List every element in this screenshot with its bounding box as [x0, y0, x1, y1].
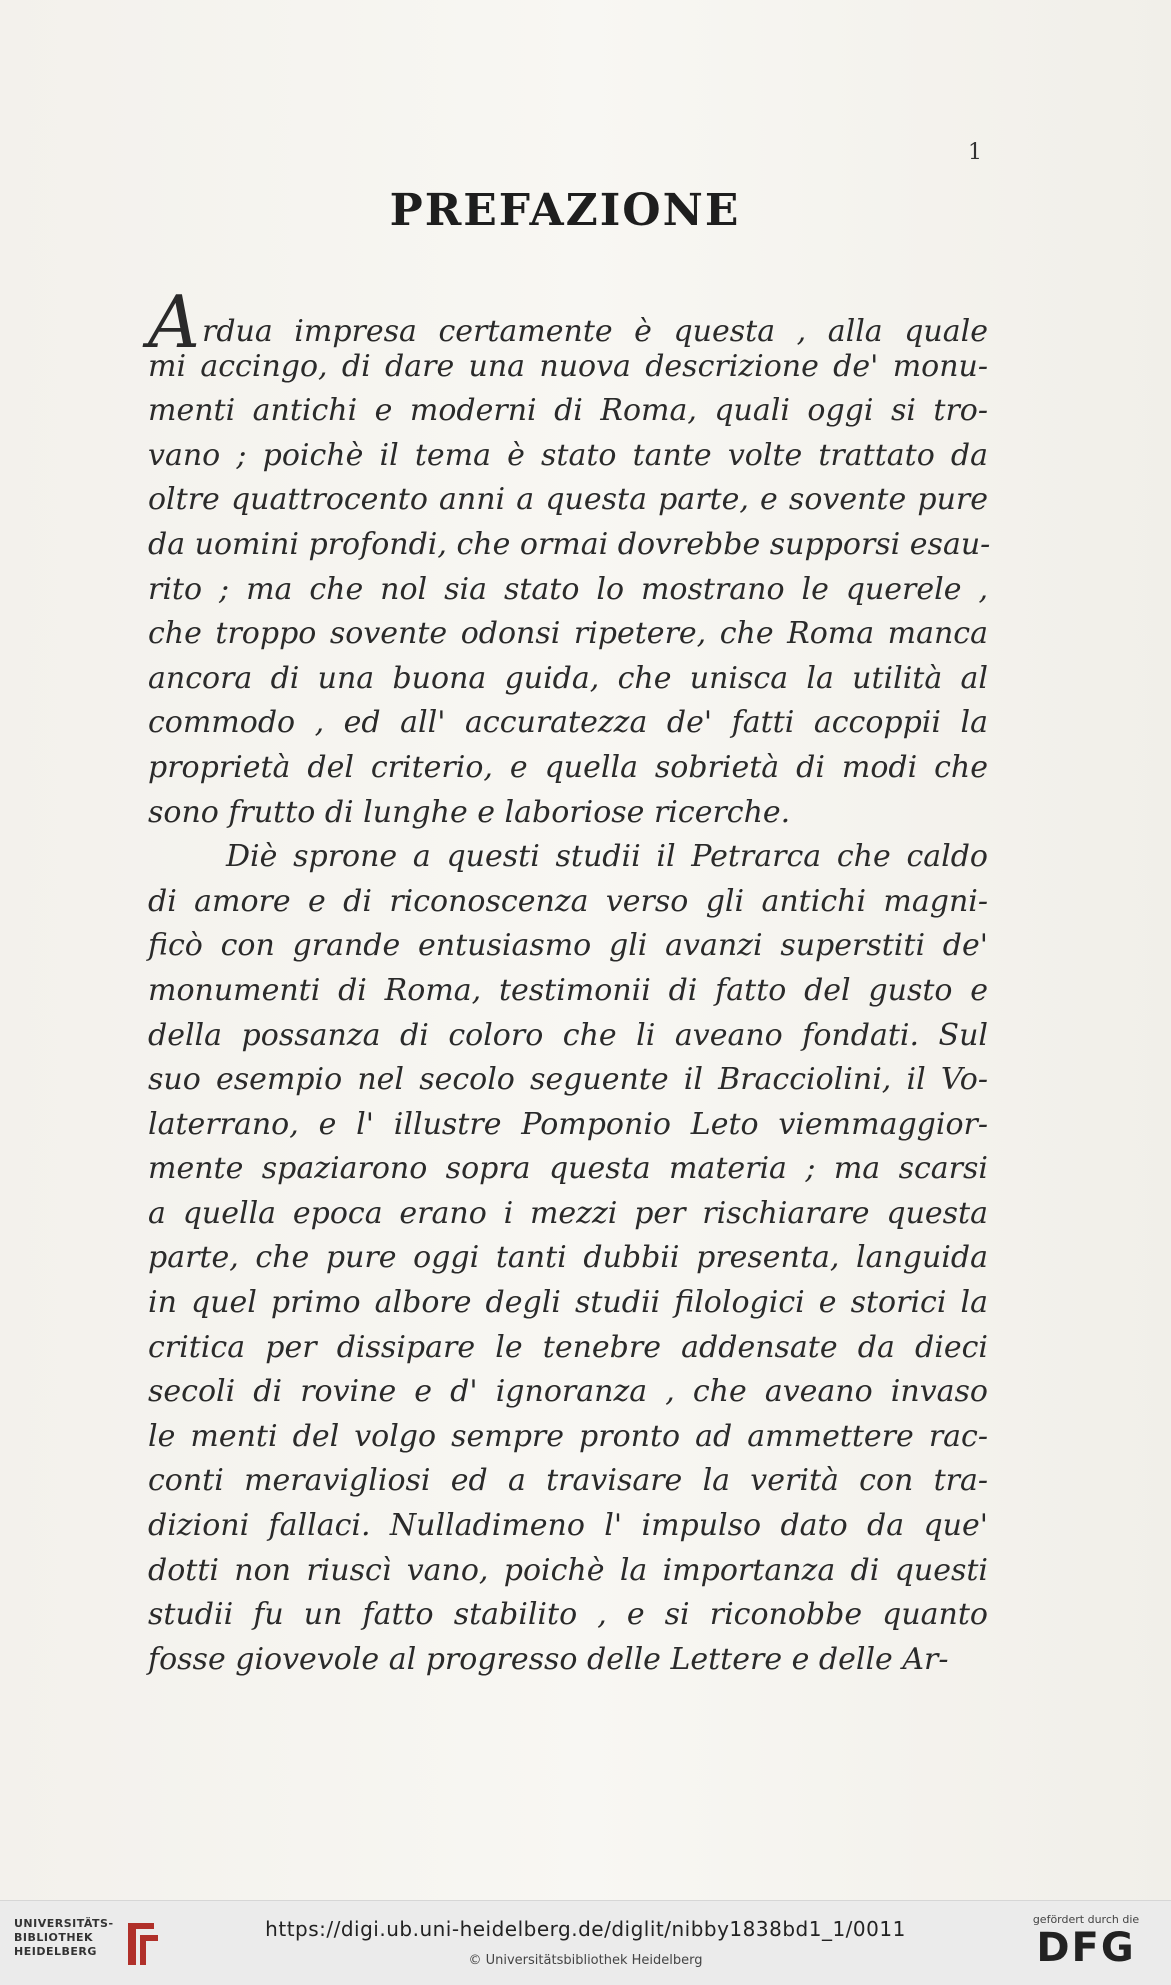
text-line: [148, 1459, 988, 1504]
text-line-content: critica per dissipare le tenebre addensate da dieci: [148, 1329, 988, 1365]
text-line: [148, 1014, 988, 1059]
text-line-content: vano ; poichè il tema è stato tante volte trattato da: [148, 437, 988, 473]
text-line-content: le menti del volgo sempre pronto ad ammettere rac-: [148, 1418, 988, 1454]
funder-logo-text: DFG: [1036, 1925, 1136, 1971]
text-line-content: in quel primo albore degli studii filologici e storici la: [148, 1285, 988, 1321]
text-line: [148, 1370, 988, 1415]
text-line-content: Diè sprone a questi studii il Petrarca che caldo: [226, 839, 988, 875]
text-line-content: ficò con grande entusiasmo gli avanzi superstiti de': [148, 928, 988, 964]
text-line-content: mi accingo, di dare una nuova descrizione de' monu-: [148, 348, 988, 384]
text-line-content: fosse giovevole al progresso delle Lettere e delle Ar-: [148, 1641, 949, 1677]
text-line: [148, 280, 988, 364]
text-line: [148, 1638, 988, 1683]
text-line-content: che troppo sovente odonsi ripetere, che Roma manca: [148, 616, 988, 652]
text-line-content: di amore e di riconoscenza verso gli antichi magni-: [148, 883, 988, 919]
text-line: [148, 657, 988, 702]
text-line: [148, 389, 988, 434]
text-line-content: laterrano, e l' illustre Pomponio Leto viemmaggior-: [148, 1106, 988, 1142]
text-line: [148, 1147, 988, 1192]
preface-text: [148, 280, 991, 1682]
text-line: [148, 1326, 988, 1371]
text-line: [148, 568, 988, 613]
text-line: [148, 880, 988, 925]
dfg-logo-icon[interactable]: [1021, 1913, 1151, 1970]
text-line: [148, 1192, 988, 1237]
text-line: [148, 924, 988, 969]
library-logo-text: UNIVERSITÄTS- BIBLIOTHEK HEIDELBERG: [14, 1917, 114, 1958]
text-line: [148, 434, 988, 479]
viewer-footer: [0, 1900, 1171, 1985]
text-line: [148, 746, 988, 791]
text-line-content: secoli di rovine e d' ignoranza , che aveano invaso: [148, 1374, 988, 1410]
text-line: [148, 1236, 988, 1281]
copyright-notice: © Universitätsbibliothek Heidelberg: [468, 1953, 703, 1968]
text-line: [148, 345, 988, 390]
page-title: PREFAZIONE: [389, 185, 741, 236]
text-line-content: dotti non riuscì vano, poichè la importanza di questi: [148, 1552, 988, 1588]
text-line: [148, 1415, 988, 1460]
text-line-content: oltre quattrocento anni a questa parte, e sovente pure: [148, 482, 988, 518]
text-line: [148, 478, 988, 523]
text-line: [148, 612, 988, 657]
drop-cap: A: [148, 280, 200, 364]
text-line: [148, 1593, 988, 1638]
text-line: [148, 1281, 988, 1326]
text-line: [148, 969, 988, 1014]
text-line: [148, 1549, 988, 1594]
text-line-content: commodo , ed all' accuratezza de' fatti accoppii la: [148, 705, 988, 741]
page-number: 1: [968, 140, 982, 165]
text-line-content: rito ; ma che nol sia stato lo mostrano le querele ,: [148, 571, 988, 607]
funder-caption: gefördert durch die: [1032, 1913, 1140, 1926]
text-line: [148, 1103, 988, 1148]
text-line-content: da uomini profondi, che ormai dovrebbe supporsi esau-: [148, 526, 991, 562]
text-line-content: monumenti di Roma, testimonii di fatto del gusto e: [148, 972, 988, 1008]
text-line-content: a quella epoca erano i mezzi per rischiarare questa: [148, 1195, 988, 1231]
text-line: [148, 701, 988, 746]
text-line-content: suo esempio nel secolo seguente il Bracciolini, il Vo-: [148, 1062, 988, 1098]
text-line: [148, 835, 988, 880]
text-line: [148, 1504, 988, 1549]
text-line-content: mente spaziarono sopra questa materia ; ma scarsi: [148, 1151, 988, 1187]
text-line-content: dizioni fallaci. Nulladimeno l' impulso dato da que': [148, 1508, 988, 1544]
text-line-content: ancora di una buona guida, che unisca la utilità al: [148, 660, 988, 696]
text-line-content: menti antichi e moderni di Roma, quali oggi si tro-: [148, 393, 988, 429]
text-line-content: della possanza di coloro che li aveano fondati. Sul: [148, 1017, 988, 1053]
text-line-content: parte, che pure oggi tanti dubbii presenta, languida: [148, 1240, 988, 1276]
text-line-content: rdua impresa certamente è questa , alla quale: [202, 314, 988, 349]
permalink-url[interactable]: https://digi.ub.uni-heidelberg.de/diglit/nibby1838bd1_1/0011: [265, 1917, 906, 1941]
text-line-content: sono frutto di lunghe e laboriose ricerche.: [148, 794, 791, 830]
text-line: [148, 791, 988, 836]
text-line-content: conti meravigliosi ed a travisare la verità con tra-: [148, 1463, 988, 1499]
text-line-content: studii fu un fatto stabilito , e si riconobbe quanto: [148, 1597, 988, 1633]
text-line: [148, 1058, 988, 1103]
text-line-content: proprietà del criterio, e quella sobrietà di modi che: [148, 749, 988, 785]
text-line: [148, 523, 991, 568]
